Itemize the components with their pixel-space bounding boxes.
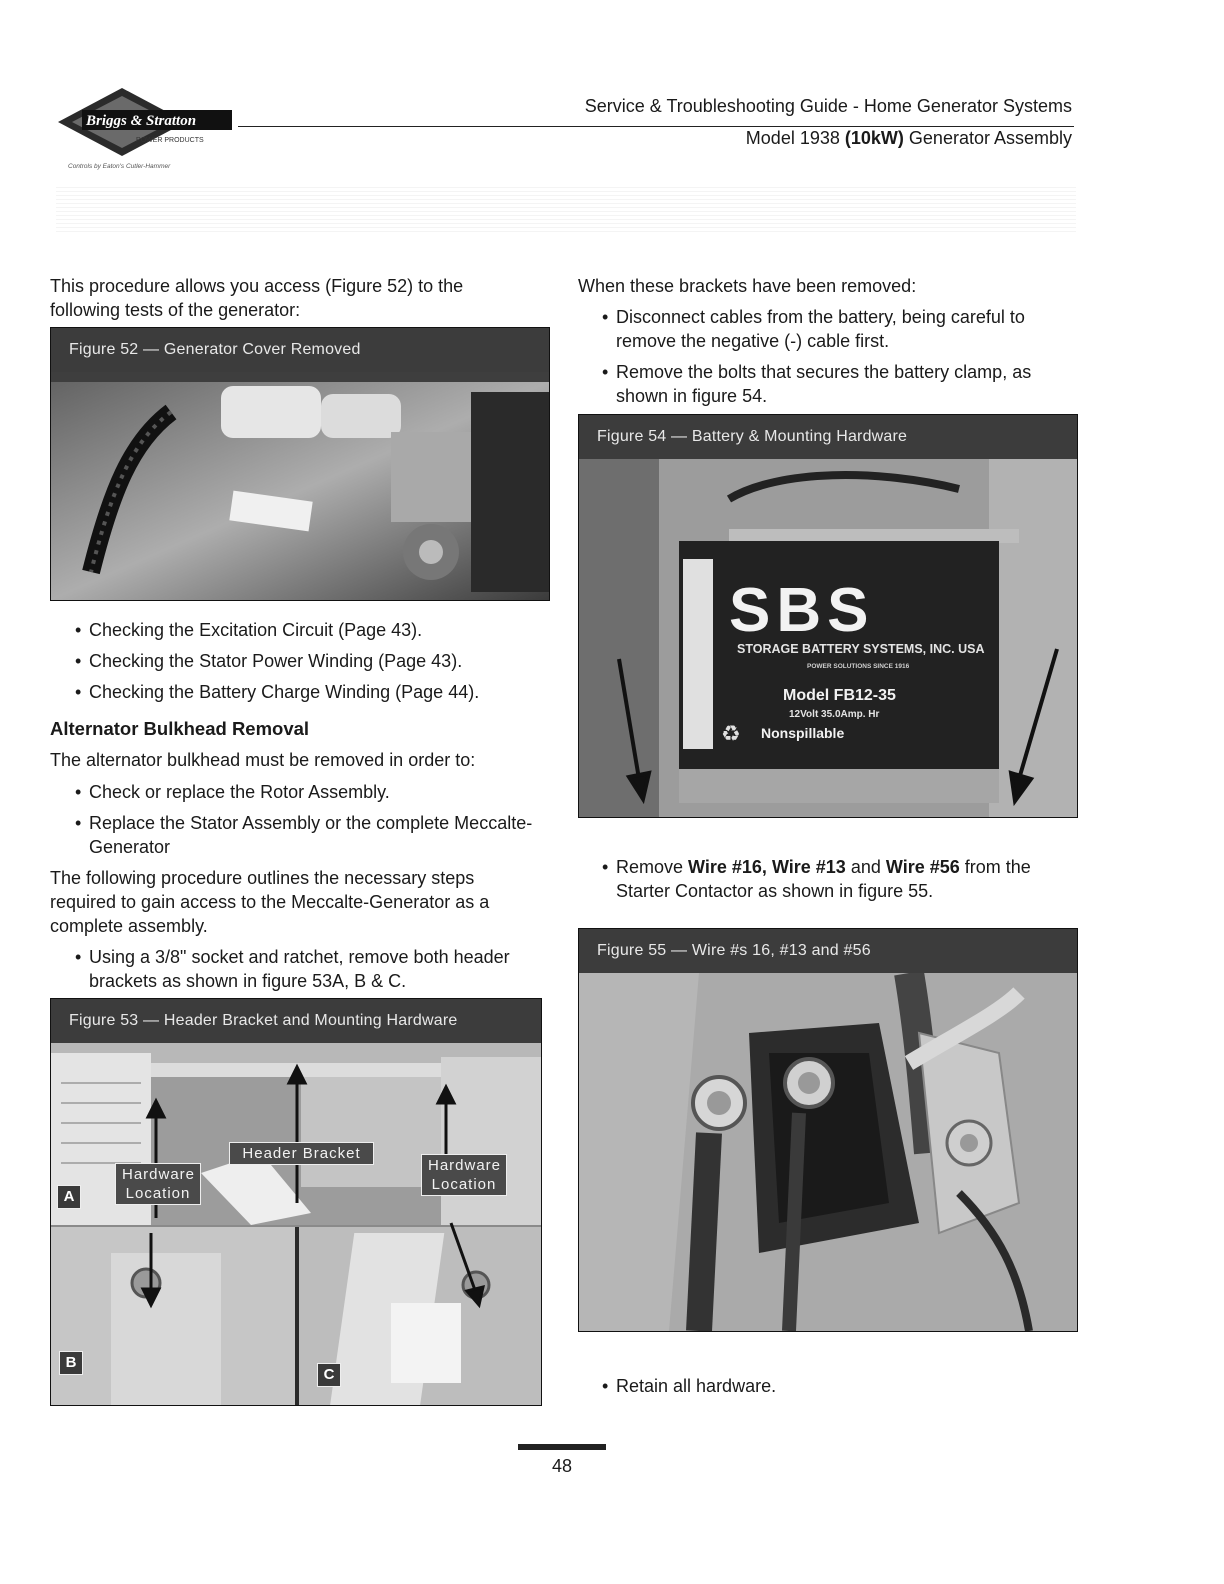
- battery-model: Model FB12-35: [783, 687, 896, 704]
- intro-paragraph: This procedure allows you access (Figure 52) to the following tests of the generator:: [50, 276, 464, 320]
- right-bullet-2: • Remove the bolts that secures the battery clamp, as shown in figure 54.: [616, 360, 1056, 408]
- wire-56: Wire #56: [885, 857, 960, 877]
- battery-brand: SBS: [729, 576, 875, 645]
- scan-texture: [56, 186, 1076, 232]
- model-suffix: Generator Assembly: [908, 128, 1072, 148]
- generator-photo: [51, 372, 549, 600]
- test-item-3: • Checking the Battery Charge Winding (Page 44).: [89, 680, 539, 704]
- logo-text: Briggs & Stratton: [86, 113, 197, 129]
- hardware-location-callout-left: Hardware Location: [115, 1163, 201, 1205]
- figure-55-caption: Figure 55 — Wire #s 16, #13 and #56: [579, 929, 1077, 973]
- battery-type: Nonspillable: [761, 725, 845, 741]
- model-prefix: Model 1938: [745, 128, 840, 148]
- procedure-intro: The following procedure outlines the necessary steps required to gain access to the Meccalte-Generator as a complete assembly.: [50, 868, 490, 936]
- figure-54-caption: Figure 54 — Battery & Mounting Hardware: [579, 415, 1077, 459]
- section-intro: The alternator bulkhead must be removed in order to:: [50, 750, 476, 770]
- figure-55: [578, 928, 1078, 1332]
- brand-logo: [52, 86, 252, 176]
- header-bracket-photo: [51, 1043, 541, 1405]
- model-line: [746, 128, 1072, 149]
- guide-title: Service & Troubleshooting Guide - Home Generator Systems: [584, 96, 1072, 116]
- figure-53-caption: Figure 53 — Header Bracket and Mounting Hardware: [51, 999, 541, 1043]
- figure-52-caption: Figure 52 — Generator Cover Removed: [51, 328, 549, 372]
- panel-label-b: B: [59, 1351, 83, 1375]
- page-number: 48: [551, 1456, 573, 1476]
- panel-label-c: C: [317, 1363, 341, 1387]
- test-item-1: • Checking the Excitation Circuit (Page 43).: [89, 618, 539, 642]
- figure-52: [50, 327, 550, 601]
- wire-16: Wire #16,: [688, 857, 767, 877]
- header-bracket-callout: Header Bracket: [229, 1142, 374, 1165]
- battery-tagline: POWER SOLUTIONS SINCE 1916: [807, 663, 910, 670]
- logo-tag: Controls by Eaton's Cutler-Hammer: [68, 163, 171, 170]
- model-rating: (10kW): [844, 128, 904, 148]
- retain-bullet: • Retain all hardware.: [616, 1374, 1066, 1398]
- battery-company: STORAGE BATTERY SYSTEMS, INC. USA: [737, 642, 985, 656]
- header-rule: [238, 126, 1074, 127]
- page-number-bar: [518, 1444, 606, 1450]
- battery-rating: 12Volt 35.0Amp. Hr: [789, 709, 880, 720]
- wire-bullet-pre: Remove: [616, 857, 689, 877]
- section-heading: Alternator Bulkhead Removal: [50, 718, 310, 739]
- figure-53: [50, 998, 542, 1406]
- figure-54: [578, 414, 1078, 818]
- hardware-location-callout-right: Hardware Location: [421, 1154, 507, 1196]
- starter-contactor-photo: [579, 973, 1077, 1331]
- logo-sub: POWER PRODUCTS: [136, 137, 204, 144]
- wire-bullet: [616, 855, 1066, 903]
- right-bullet-1: • Disconnect cables from the battery, being careful to remove the negative (-) cable first.: [616, 305, 1056, 353]
- test-item-2: • Checking the Stator Power Winding (Page 43).: [89, 649, 539, 673]
- right-intro: When these brackets have been removed:: [578, 276, 917, 296]
- wire-13: Wire #13: [771, 857, 846, 877]
- wire-bullet-sep2: and: [845, 857, 886, 877]
- section-bullet-2: • Replace the Stator Assembly or the complete Meccalte-Generator: [89, 811, 551, 859]
- section-bullet-1: • Check or replace the Rotor Assembly.: [89, 780, 549, 804]
- wire-bullet-post: from the Starter Contactor as shown in figure 55.: [616, 857, 1031, 901]
- procedure-bullet: • Using a 3/8" socket and ratchet, remove both header brackets as shown in figure 53A, B & C.: [89, 945, 539, 993]
- recycle-icon: ♻: [721, 721, 741, 746]
- panel-label-a: A: [57, 1185, 81, 1209]
